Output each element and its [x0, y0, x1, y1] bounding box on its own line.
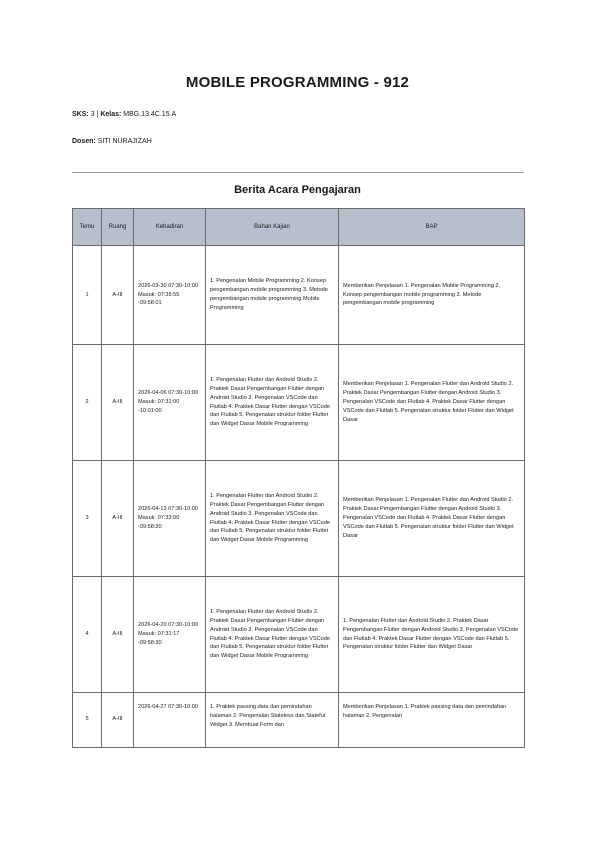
cell-ruang: A-III [102, 461, 134, 577]
course-meta [72, 111, 176, 118]
table-row [73, 693, 525, 748]
cell-kehadiran: 2026-04-06 07:30-10:00 Masuk: 07:31:00 -10:01:00 [134, 345, 206, 461]
cell-temu: 2 [73, 345, 102, 461]
dosen-label: Dosen: [72, 138, 96, 145]
table-header-row [73, 209, 525, 246]
cell-ruang: A-III [102, 693, 134, 748]
table-row [73, 345, 525, 461]
cell-bahan-kajian: 1. Pengenalan Flutter dan Android Studio 2. Praktek Dasar Pengembangan Flutter dengan Android Studio 3. Pengenalan VSCode dan Flutlab 4. Praktek Dasar Flutter dengan VSCode dan Flutlab 5. Pengenalan struktur folder Flutter dan Widget Dasar Mobile Programming [206, 345, 339, 461]
divider [72, 172, 524, 173]
lecturer-meta [72, 138, 152, 145]
kelas-value: MBG.13.4C.15.A [123, 111, 177, 118]
meta-separator: | [96, 111, 99, 118]
teaching-record-table [72, 208, 525, 748]
cell-ruang: A-III [102, 345, 134, 461]
cell-bap: Memberikan Penjelasan 1. Pengenalan Flutter dan Android Studio 2. Praktek Dasar Pengembangan Flutter dengan Android Studio 3. Pengenalan VSCode dan Flutlab 4. Praktek Dasar Flutter dengan VSCode dan Flutlab 5. Pengenalan struktur folder Flutter dan Widget Dasar [339, 345, 525, 461]
cell-temu: 3 [73, 461, 102, 577]
sks-value: 3 [90, 111, 95, 118]
cell-kehadiran: 2026-04-13 07:30-10:00 Masuk: 07:33:00 -09:58:30 [134, 461, 206, 577]
cell-bahan-kajian: 1. Praktek passing data dan pemindahan halaman 2. Pengenalan Stateless dan Stateful Widget 3. Membuat Form dan [206, 693, 339, 748]
cell-kehadiran: 2026-03-30 07:30-10:00 Masuk: 07:35:55 -09:58:01 [134, 246, 206, 345]
header-kehadiran: Kehadiran [134, 209, 206, 246]
table-row [73, 246, 525, 345]
cell-temu: 4 [73, 577, 102, 693]
cell-ruang: A-III [102, 246, 134, 345]
cell-kehadiran: 2026-04-27 07:30-10:00 [134, 693, 206, 748]
cell-temu: 5 [73, 693, 102, 748]
section-title: Berita Acara Pengajaran [234, 184, 361, 196]
cell-bap: Memberikan Penjelasan 1. Praktek passing data dan pemindahan halaman 2. Pengenalan [339, 693, 525, 748]
cell-temu: 1 [73, 246, 102, 345]
header-bap: BAP [339, 209, 525, 246]
cell-bap: 1. Pengenalan Flutter dan Android Studio 2. Praktek Dasar Pengembangan Flutter dengan Android Studio 3. Pengenalan VSCode dan Flutlab 4. Praktek Dasar Flutter dengan VSCode dan Flutlab 5. Pengenalan struktur folder Flutter dan Widget Dasar [339, 577, 525, 693]
header-ruang: Ruang [102, 209, 134, 246]
kelas-label: Kelas: [100, 111, 122, 118]
header-bahan-kajian: Bahan Kajian [206, 209, 339, 246]
dosen-value: SITI NURAJIZAH [97, 138, 152, 145]
cell-kehadiran: 2026-04-20 07:30-10:00 Masuk: 07:31:17 -09:58:30 [134, 577, 206, 693]
cell-bap: Memberikan Penjelasan 1. Pengenalan Mobile Programming 2. Konsep pengembangan mobile programming 3. Metode pengembangan mobile programming [339, 246, 525, 345]
cell-bahan-kajian: 1. Pengenalan Flutter dan Android Studio 2. Praktek Dasar Pengembangan Flutter dengan Android Studio 3. Pengenalan VSCode dan Flutlab 4. Praktek Dasar Flutter dengan VSCode dan Flutlab 5. Pengenalan struktur folder Flutter dan Widget Dasar Mobile Programming [206, 577, 339, 693]
document-title: MOBILE PROGRAMMING - 912 [185, 74, 410, 91]
cell-bahan-kajian: 1. Pengenalan Mobile Programming 2. Konsep pengembangan mobile programming 3. Metode pengembangan mobile programming Mobile Programming [206, 246, 339, 345]
sks-label: SKS: [72, 111, 89, 118]
table-row [73, 577, 525, 693]
header-temu: Temu [73, 209, 102, 246]
cell-bap: Memberikan Penjelasan 1. Pengenalan Flutter dan Android Studio 2. Praktek Dasar Pengembangan Flutter dengan Android Studio 3. Pengenalan VSCode dan Flutlab 4. Praktek Dasar Flutter dengan VSCode dan Flutlab 5. Pengenalan struktur folder Flutter dan Widget Dasar [339, 461, 525, 577]
cell-ruang: A-III [102, 577, 134, 693]
cell-bahan-kajian: 1. Pengenalan Flutter dan Android Studio 2. Praktek Dasar Pengembangan Flutter dengan Android Studio 3. Pengenalan VSCode dan Flutlab 4. Praktek Dasar Flutter dengan VSCode dan Flutlab 5. Pengenalan struktur folder Flutter dan Widget Dasar Mobile Programming [206, 461, 339, 577]
table-row [73, 461, 525, 577]
